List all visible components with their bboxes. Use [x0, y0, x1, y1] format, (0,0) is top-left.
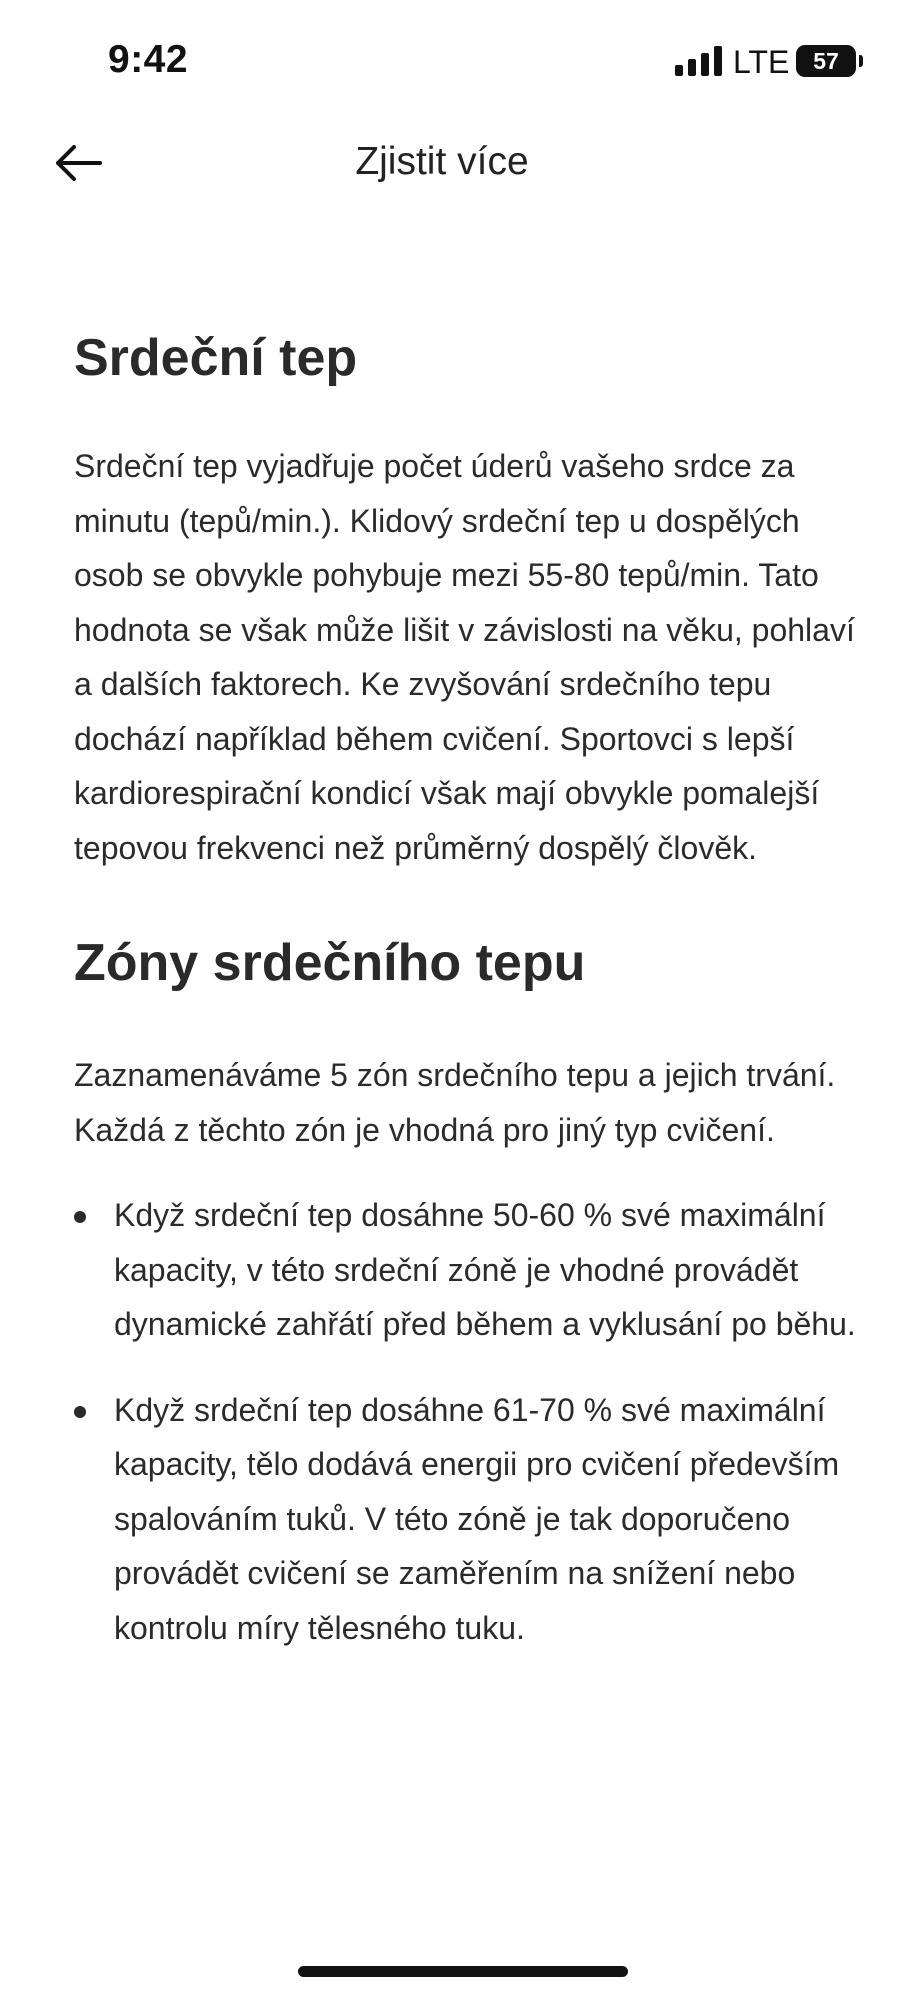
- bullet-icon: [74, 1406, 86, 1418]
- list-item-text: Když srdeční tep dosáhne 61-70 % své maximální kapacity, tělo dodává energii pro cvičení především spalováním tuků. V této zóně je tak doporučeno provádět cvičení se zaměřením na snížení nebo kontrolu míry tělesného tuku.: [114, 1391, 840, 1646]
- battery-icon: 57: [796, 45, 856, 77]
- zones-list: [74, 1188, 864, 1655]
- section-title-zones: Zóny srdečního tepu: [74, 934, 586, 992]
- signal-icon: [675, 46, 725, 76]
- section-text-heart-rate: Srdeční tep vyjadřuje počet úderů vašeho srdce za minutu (tepů/min.). Klidový srdeční tep u dospělých osob se obvykle pohybuje mezi 55-80 tepů/min. Tato hodnota se však může lišit v závislosti na věku, pohlaví a dalších faktorech. Ke zvyšování srdečního tepu dochází například během cvičení. Sportovci s lepší kardiorespirační kondicí však mají obvykle pomalejší tepovou frekvenci než průměrný dospělý člověk.: [74, 448, 855, 866]
- battery-tip: [859, 55, 863, 67]
- bullet-icon: [74, 1211, 86, 1223]
- navigation-bar: [0, 120, 924, 210]
- section-title-heart-rate: Srdeční tep: [74, 329, 358, 387]
- home-indicator[interactable]: [298, 1966, 628, 1977]
- list-item: [74, 1188, 864, 1352]
- list-item: [74, 1383, 864, 1656]
- list-item-text: Když srdeční tep dosáhne 50-60 % své maximální kapacity, v této srdeční zóně je vhodné provádět dynamické zahřátí před během a vyklusání po běhu.: [114, 1197, 856, 1342]
- article-content: [74, 320, 864, 1686]
- page-title: Zjistit více: [355, 140, 529, 183]
- network-type: LTE: [733, 44, 790, 80]
- section-text-zones: Zaznamenáváme 5 zón srdečního tepu a jejich trvání. Každá z těchto zón je vhodná pro jiný typ cvičení.: [74, 1057, 836, 1148]
- status-bar: [0, 0, 924, 120]
- status-time: 9:42: [108, 38, 189, 81]
